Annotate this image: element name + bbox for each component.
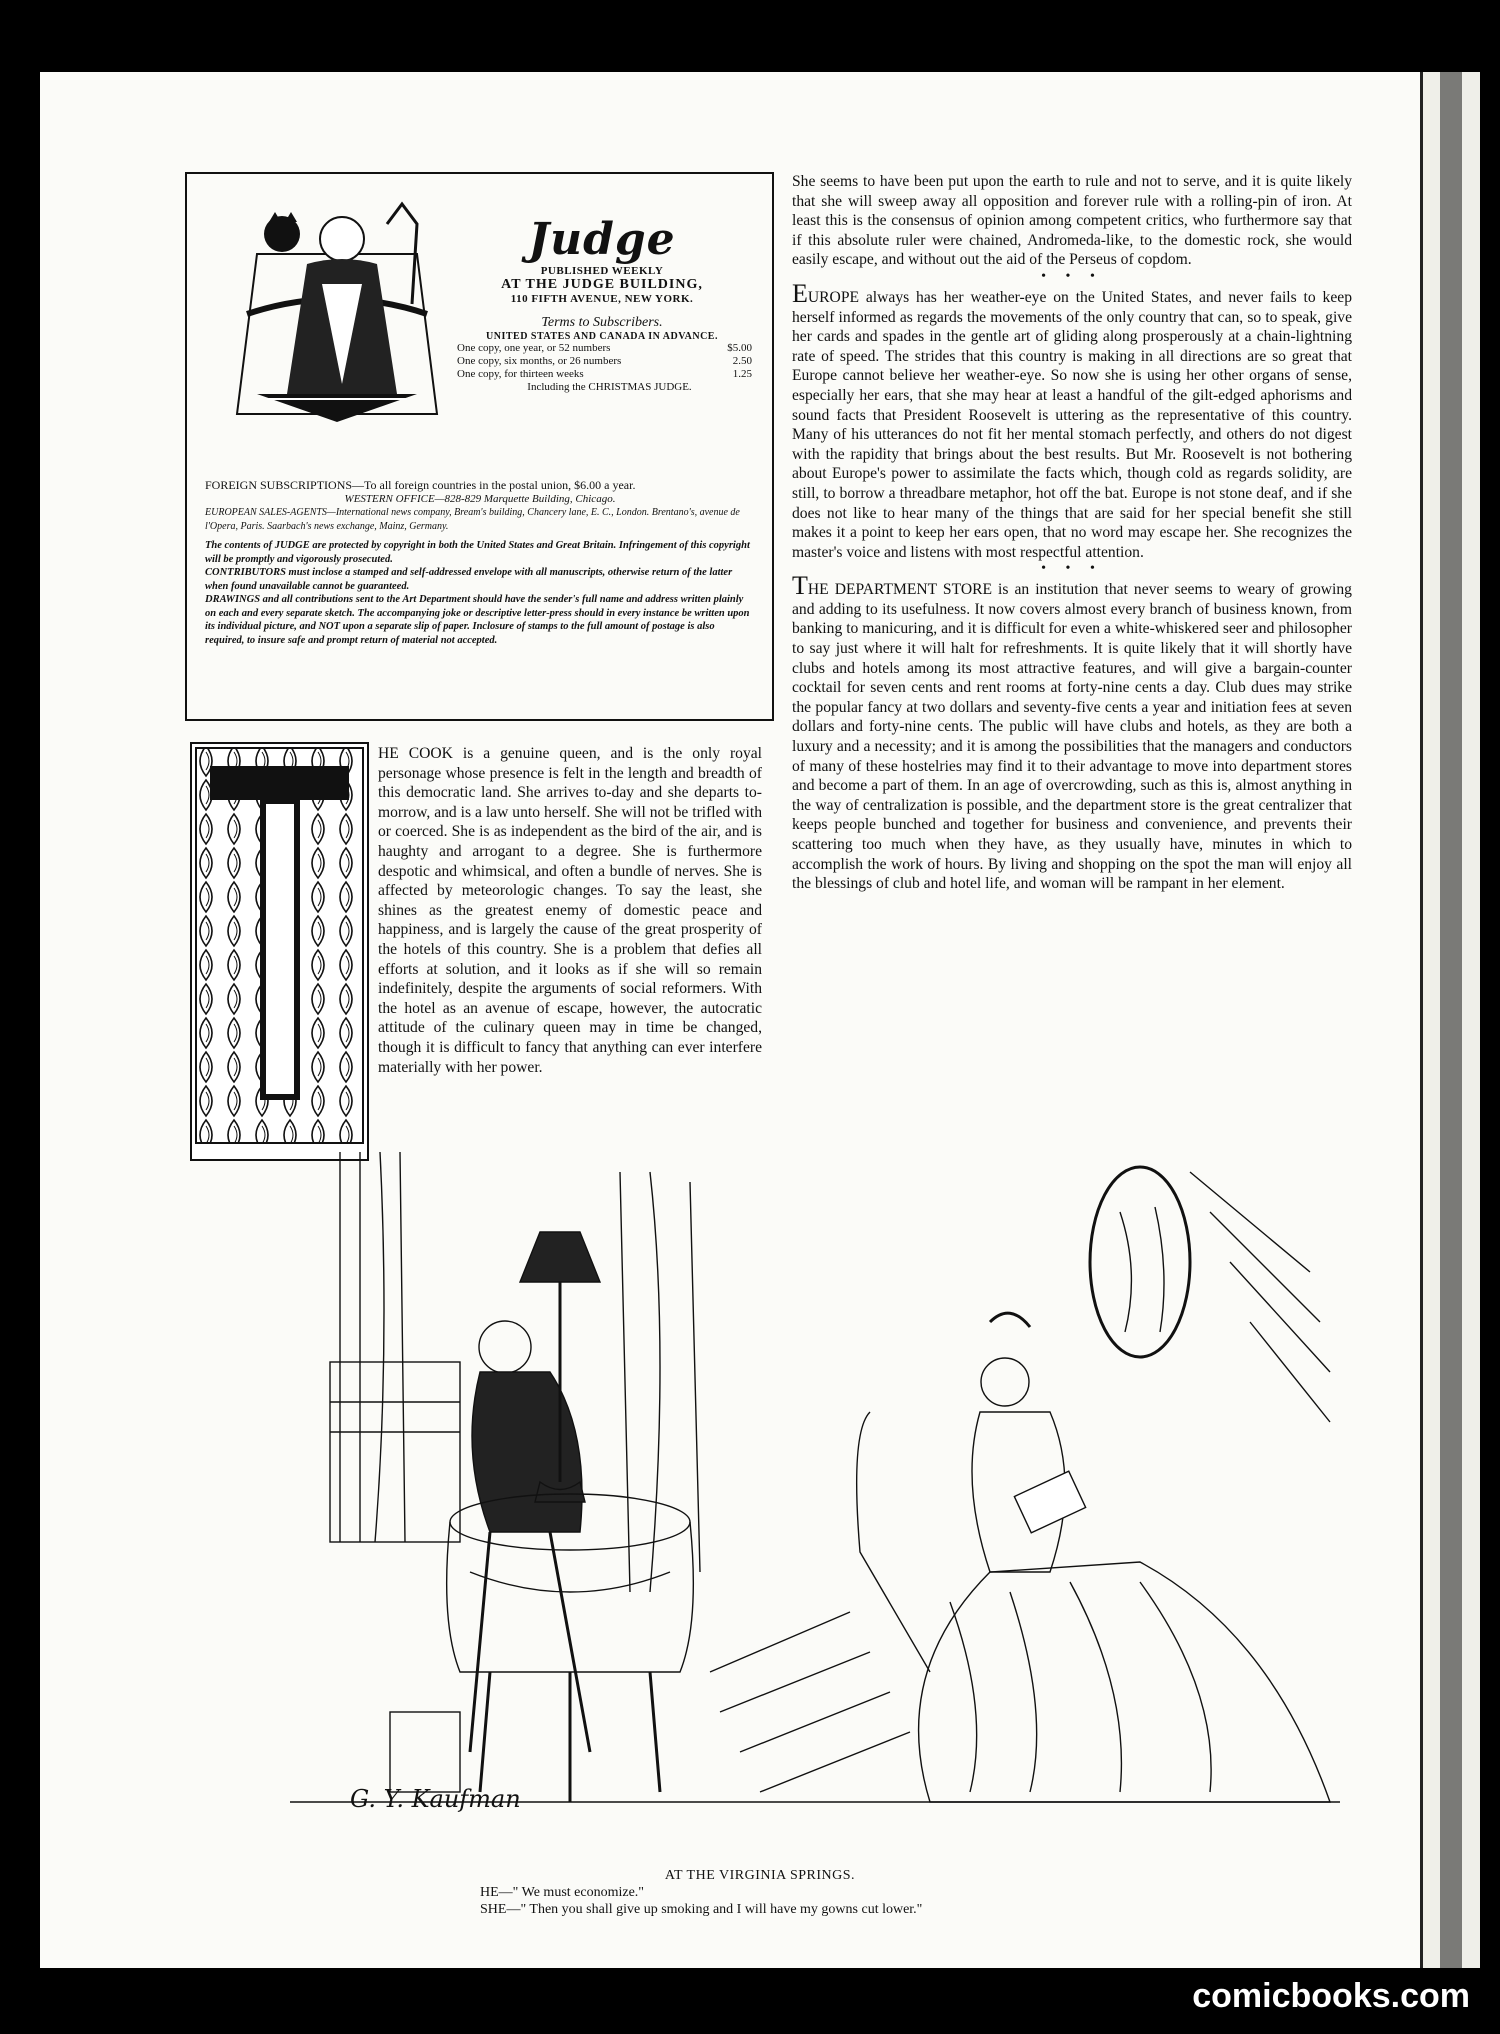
queen-continued-paragraph: She seems to have been put upon the earth to rule and not to serve, and it is quite likely that she will sweep away all opposition and forever rule with a rolling-pin of iron. At least this is the consensus of opinion among competent critics, who furthermore say that if this absolute ruler were chained, Andromeda-like, to the domestic rock, she would easily escape, and without out the aid of the Perseus of copdom. [792,173,1352,269]
cartoon-caption [40,1867,1480,1918]
europe-initial: E [792,278,808,308]
cook-paragraph [378,744,762,1077]
copyright-notice: The contents of JUDGE are protected by copyright in both the United States and Great Britain. Infringement of this copyright will be promptly and vigorously prosecuted. [205,540,750,565]
terms-title: Terms to Subscribers. [541,315,663,330]
binding-shadow [1440,72,1462,1968]
caption-he: HE—" We must economize." [480,1885,645,1900]
masthead-box [185,172,774,721]
artist-signature: G. Y. Kaufman [350,1785,521,1813]
terms-row: One copy, one year, or 52 numbers $5.00 [457,342,752,354]
magazine-page [40,72,1480,1968]
european-agents: EUROPEAN SALES-AGENTS—International news company, Bream's building, Chancery lane, E. C., London. Brentano's, avenue de l'Opera, Paris. Saarbach's news exchange, Mainz, Germany. [205,507,740,532]
dropcap-ornament [192,744,367,1159]
europe-body: always has her weather-eye on the United States, and never fails to keep herself informed as regards the movements of the only country that can, so to speak, give her cards and spades in the gentle art of gliding along prosperously at a chain-lightning rate of speed. The strides that this country is making in all directions are so great that Europe cannot believe her weather-eye. So now she is using her other organs of sense, especially her ears, that she may hear at least a handful of the gilt-edged aphorisms and sound facts that President Roosevelt is uttering as the representative of this country. Many of his utterances do not fit her mental stomach perfectly, and others do not digest with the rapidity that brings about the best results. But Mr. Roosevelt is not bothering about Europe's power to assimilate the facts which, though cold as regards solidity, are still, to borrow a threadbare metaphor, hot off the bat. Europe is not stone deaf, and if she does not like to hear many of the things that are said for her special benefit she still makes it a point to keep her ears open, that no word may escape her. She recognizes the master's voice and listens with most respectful attention. [792,288,1352,561]
contributors-notice: CONTRIBUTORS must inclose a stamped and self-addressed envelope with all manuscripts, otherwise return of the latter when found unavailable cannot be guaranteed. [205,567,733,592]
masthead-info [442,214,762,394]
western-office: WESTERN OFFICE—828-829 Marquette Building, Chicago. [344,492,616,505]
store-initial: T [792,571,808,601]
cook-body: is a genuine queen, and is the only royal personage whose presence is felt in the length and breadth of this democratic land. She arrives to-day and she departs to-morrow, and is a law unto herself. She will not be trifled with or coerced. She is as independent as the bird of the air, and is haughty and arrogant to a degree. She is furthermore despotic and whimsical, and often a bundle of nerves. She is affected by meteorologic changes. To say the least, she shines as the greatest enemy of domestic peace and happiness, and is largely the cause of the great prosperity of the hotels of this country. She is a problem that defies all efforts at solution, and it looks as if she will so remain indefinitely, despite the arguments of social reformers. With the hotel as an avenue of escape, however, the autocratic attitude of the culinary queen may in time be changed, though it is difficult to fancy that anything can ever interfere materially with her power. [378,745,762,1076]
building-line: AT THE JUDGE BUILDING, [501,277,703,292]
masthead-notices [205,479,755,647]
store-body: is an institution that never seems to weary of growing and adding to its usefulness. It now covers almost every branch of business known, from banking to manicuring, and it is difficult for even a white-whiskered seer and philosopher to say just where it will halt for refreshments. It is quite likely that it will shortly have clubs and hotels among its most attractive features, and will give a bargain-counter cocktail for seven cents and rent rooms at forty-nine cents a day. Club dues may strike the popular fancy at two dollars and seventy-five cents a year and initiation fees at seven dollars and forty-nine cents. The public will have clubs and hotels, as they are both a luxury and a necessity; and it is among the possibilities that the managers and conductors of many of these hostelries may find it to their advantage to move into department stores and become a part of them. In an age of overcrowding, such as this is, almost anything in the way of centralization is possible, and the department store is the great centralizer that keeps people bunched and together for business and convenience, and prevents their scattering too much when they have, as they usually have, minutes in which to accomplish the work of hours. By living and shopping on the spot the man will enjoy all the blessings of club and hotel life, and woman will be rampant in her element. [792,581,1352,893]
section-divider: • • • [1041,561,1103,577]
ornamental-dropcap-t [190,742,369,1161]
europe-paragraph [792,278,1352,562]
terms-note: Including the CHRISTMAS JUDGE. [527,381,692,393]
caption-title: AT THE VIRGINIA SPRINGS. [664,1868,856,1883]
store-lead: HE DEPARTMENT STORE [807,581,993,599]
judge-figure-illustration [227,194,447,424]
department-store-paragraph [792,571,1352,894]
terms-sub: UNITED STATES AND CANADA IN ADVANCE. [486,331,718,342]
drawings-notice: DRAWINGS and all contributions sent to the Art Department should have the sender's full name and address written plainly on each and every separate sketch. The accompanying joke or descriptive letter-press should in every instance be written upon its individual picture, and NOT upon a separate slip of paper. Inclosure of stamps to the full amount of postage is also required, to insure safe and prompt return of material not accepted. [205,594,750,646]
europe-lead: UROPE [807,288,860,306]
terms-row: One copy, for thirteen weeks 1.25 [457,368,752,380]
virginia-springs-cartoon [290,1152,1340,1852]
cook-lead: HE COOK [378,745,453,762]
caption-she: SHE—" Then you shall give up smoking and I will have my gowns cut lower." [480,1902,923,1917]
judge-logo: Judge [528,214,676,265]
site-credit: comicbooks.com [1192,1977,1470,2015]
address-line: 110 FIFTH AVENUE, NEW YORK. [510,293,694,305]
foreign-subscriptions: FOREIGN SUBSCRIPTIONS—To all foreign countries in the postal union, $6.00 a year. [205,478,636,492]
terms-row: One copy, six months, or 26 numbers 2.50 [457,355,752,367]
published-line: PUBLISHED WEEKLY [540,265,664,277]
cook-column [378,744,762,1077]
section-divider: • • • [1041,268,1103,284]
right-column [792,172,1352,894]
